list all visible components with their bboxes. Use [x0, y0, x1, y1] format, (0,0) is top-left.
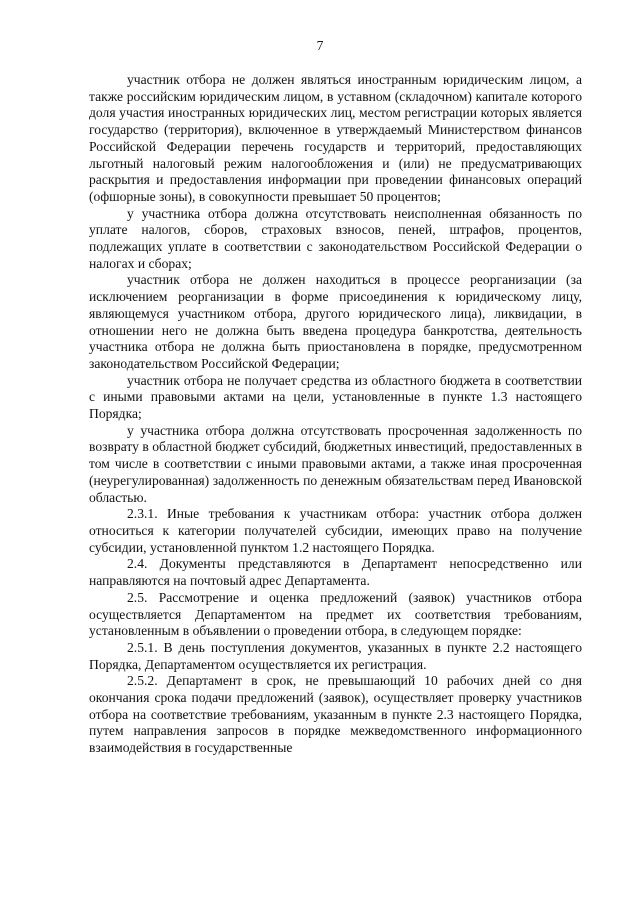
paragraph-foreign-entity-requirement: участник отбора не должен являться иностранным юридическим лицом, а также российским юридическим лицом, в уставном (складочном) капитале которого доля участия иностранных юридических лиц, местом регистрации которых является государство (территория), включенное в утверждаемый Министерством финансов Российской Федерации перечень государств и территорий, предоставляющих льготный налоговый режим налогообложения и (или) не предусматривающих раскрытия и предоставления информации при проведении финансовых операций (офшорные зоны), в совокупности превышает 50 процентов;: [89, 72, 582, 204]
page-number: 7: [316, 38, 324, 53]
paragraph-budget-funds-requirement: участник отбора не получает средства из областного бюджета в соответствии с иными правовыми актами на цели, установленные в пункте 1.3 настоящего Порядка;: [89, 372, 582, 422]
paragraph-2-3-1: 2.3.1. Иные требования к участникам отбора: участник отбора должен относиться к категории получателей субсидии, имеющих право на получение субсидии, установленной пунктом 1.2 настоящего Порядка.: [89, 506, 582, 555]
paragraph-2-5-2: 2.5.2. Департамент в срок, не превышающий 10 рабочих дней со дня окончания срока подачи предложений (заявок), осуществляет проверку участников отбора на соответствие требованиям, указанным в пункте 2.3 настоящего Порядка, путем направления запросов в порядке межведомственного информационного взаимодействия в государственные: [89, 673, 582, 756]
paragraph-reorganization-requirement: участник отбора не должен находиться в процессе реорганизации (за исключением реорганизации в форме присоединения к юридическому лицу, являющемуся участником отбора, другого юридического лица), ликвидации, в отношении него не должна быть введена процедура банкротства, деятельность участника отбора не должна быть приостановлена в порядке, предусмотренном законодательством Российской Федерации;: [89, 272, 582, 371]
document-body: [89, 72, 582, 757]
paragraph-2-5-1: 2.5.1. В день поступления документов, указанных в пункте 2.2 настоящего Порядка, Департаментом осуществляется их регистрация.: [89, 639, 582, 672]
paragraph-tax-debt-requirement: у участника отбора должна отсутствовать неисполненная обязанность по уплате налогов, сборов, страховых взносов, пеней, штрафов, процентов, подлежащих уплате в соответствии с законодательством Российской Федерации о налогах и сборах;: [89, 205, 582, 271]
paragraph-2-4: 2.4. Документы представляются в Департамент непосредственно или направляются на почтовый адрес Департамента.: [89, 556, 582, 589]
paragraph-2-5: 2.5. Рассмотрение и оценка предложений (заявок) участников отбора осуществляется Департаментом на предмет их соответствия требованиям, установленным в объявлении о проведении отбора, в следующем порядке:: [89, 589, 582, 639]
paragraph-overdue-debt-requirement: у участника отбора должна отсутствовать просроченная задолженность по возврату в областной бюджет субсидий, бюджетных инвестиций, предоставленных в том числе в соответствии с иными правовыми актами, а также иная просроченная (неурегулированная) задолженность по денежным обязательствам перед Ивановской областью.: [89, 422, 582, 505]
